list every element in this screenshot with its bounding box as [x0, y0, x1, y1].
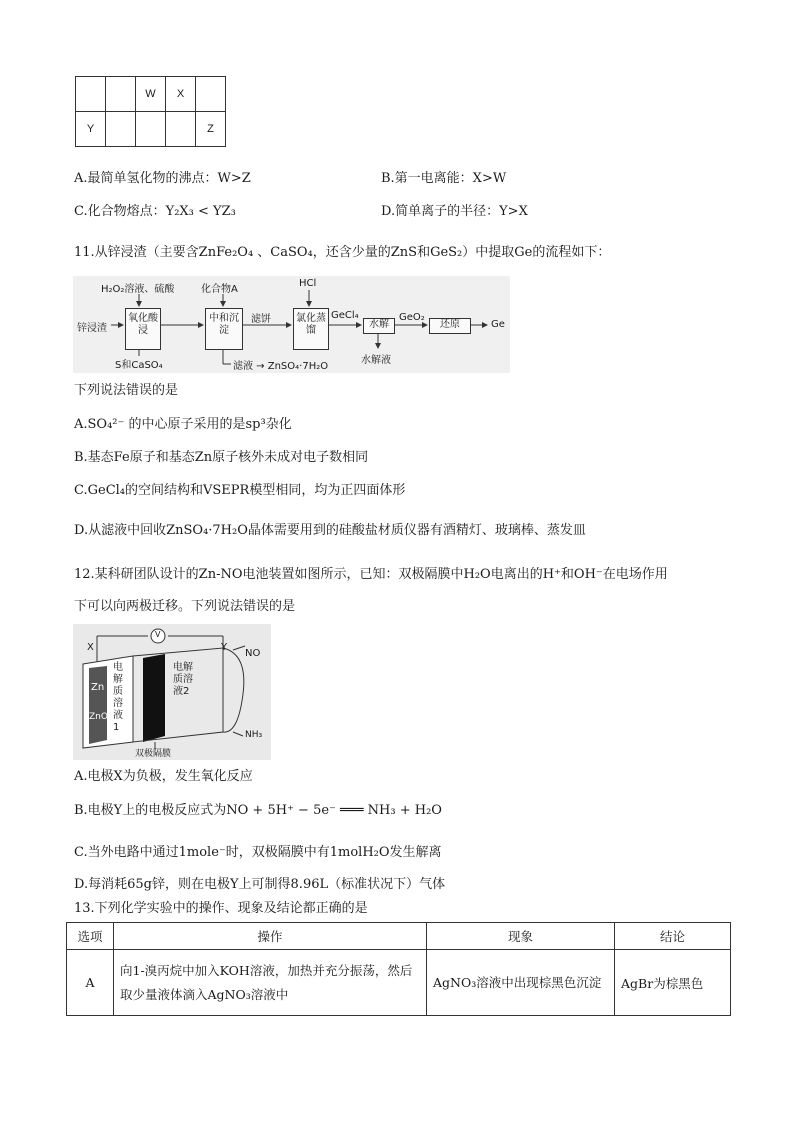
q13-table — [66, 922, 731, 1016]
q12-option-b: B.电极Y上的电极反应式为NO + 5H⁺ − 5e⁻ ═══ NH₃ + H₂O — [74, 803, 442, 818]
grid-cell — [166, 112, 196, 147]
grid-cell — [196, 77, 226, 112]
flow-step-oxidation-leach: 氧化酸浸 — [125, 308, 161, 350]
flow-label-gecl4: GeCl₄ — [331, 310, 359, 321]
cell-label-membrane: 双极隔膜 — [135, 749, 172, 759]
flow-output-filtrate: 滤液 → ZnSO₄·7H₂O — [233, 361, 329, 372]
header-phenomenon: 现象 — [427, 923, 615, 950]
flow-step-chlorinate-distill: 氯化蒸馏 — [293, 308, 329, 350]
cell-label-solution-1: 电解质溶液1 — [113, 662, 123, 733]
flow-step-reduction: 还原 — [429, 318, 471, 334]
cell-conclusion: AgBr为棕黑色 — [615, 950, 731, 1016]
cell-label-zno: ZnO — [89, 712, 108, 722]
cell-label-y: Y — [221, 642, 228, 653]
q11-option-a: A.SO₄²⁻ 的中心原子采用的是sp³杂化 — [74, 417, 292, 432]
q11-ask: 下列说法错误的是 — [74, 383, 179, 398]
cell-operation: 向1-溴丙烷中加入KOH溶液，加热并充分振荡，然后取少量液体滴入AgNO₃溶液中 — [114, 950, 427, 1016]
flow-label-cake: 滤饼 — [251, 314, 271, 325]
periodic-grid — [75, 76, 226, 147]
table-row — [67, 950, 731, 1016]
header-operation: 操作 — [114, 923, 427, 950]
voltmeter-icon: V — [155, 630, 161, 639]
flow-start: 锌浸渣 — [77, 323, 107, 334]
flow-step-hydrolysis: 水解 — [363, 318, 395, 334]
cell-phenomenon: AgNO₃溶液中出现棕黑色沉淀 — [427, 950, 615, 1016]
cell-option: A — [67, 950, 114, 1016]
cell-label-zn: Zn — [91, 682, 105, 693]
flow-output-hydrolysate: 水解液 — [361, 355, 391, 366]
header-conclusion: 结论 — [615, 923, 731, 950]
q13-stem: 13.下列化学实验中的操作、现象及结论都正确的是 — [74, 901, 368, 916]
q12-stem-line2: 下可以向两极迁移。下列说法错误的是 — [74, 599, 296, 614]
flow-output-solids: S和CaSO₄ — [115, 360, 163, 371]
cell-label-nh3: NH₃ — [245, 730, 263, 740]
q10-option-c-formula: Y₂X₃ < YZ₃ — [165, 204, 236, 219]
table-header-row — [67, 923, 731, 950]
q12-stem-line1: 12.某科研团队设计的Zn-NO电池装置如图所示，已知：双极隔膜中H₂O电离出的H⁺和OH⁻在电场作用 — [74, 567, 668, 582]
q11-option-b: B.基态Fe原子和基态Zn原子核外未成对电子数相同 — [74, 450, 369, 465]
grid-cell: X — [166, 77, 196, 112]
q10-option-c — [74, 203, 236, 221]
grid-cell — [106, 112, 136, 147]
flow-input-hcl: HCl — [299, 278, 317, 289]
grid-cell: W — [136, 77, 166, 112]
flow-label-geo2: GeO₂ — [399, 312, 425, 323]
cell-label-solution-2: 电解质溶液2 — [173, 662, 193, 697]
q10-option-b: B.第一电离能：X>W — [381, 171, 507, 186]
q11-stem: 11.从锌浸渣（主要含ZnFe₂O₄ 、CaSO₄，还含少量的ZnS和GeS₂）中提取Ge的流程如下： — [74, 245, 611, 260]
flow-input-compound-a: 化合物A — [201, 284, 238, 295]
grid-cell: Z — [196, 112, 226, 147]
q12-option-d: D.每消耗65g锌，则在电极Y上可制得8.96L（标准状况下）气体 — [74, 877, 446, 892]
grid-cell — [136, 112, 166, 147]
q10-option-a: A.最简单氢化物的沸点：W>Z — [74, 171, 251, 186]
q11-flow-diagram — [73, 276, 510, 373]
flow-input-reagents: H₂O₂溶液、硫酸 — [101, 284, 175, 295]
q11-option-c: C.GeCl₄的空间结构和VSEPR模型相同，均为正四面体形 — [74, 483, 406, 498]
q10-option-d: D.简单离子的半径：Y>X — [381, 204, 528, 219]
flow-end: Ge — [491, 319, 505, 330]
q12-cell-figure — [73, 624, 271, 760]
grid-cell — [106, 77, 136, 112]
q10-option-c-prefix: C.化合物熔点： — [74, 204, 166, 219]
q11-option-d: D.从滤液中回收ZnSO₄·7H₂O晶体需要用到的硅酸盐材质仪器有酒精灯、玻璃棒、蒸发皿 — [74, 523, 586, 538]
header-option: 选项 — [67, 923, 114, 950]
q12-option-c: C.当外电路中通过1mole⁻时，双极隔膜中有1molH₂O发生解离 — [74, 845, 442, 860]
cell-label-no: NO — [245, 648, 261, 659]
grid-cell: Y — [76, 112, 106, 147]
cell-label-x: X — [87, 642, 94, 653]
grid-cell — [76, 77, 106, 112]
flow-step-neutralize: 中和沉淀 — [205, 308, 243, 350]
q12-option-a: A.电极X为负极，发生氧化反应 — [74, 769, 253, 784]
